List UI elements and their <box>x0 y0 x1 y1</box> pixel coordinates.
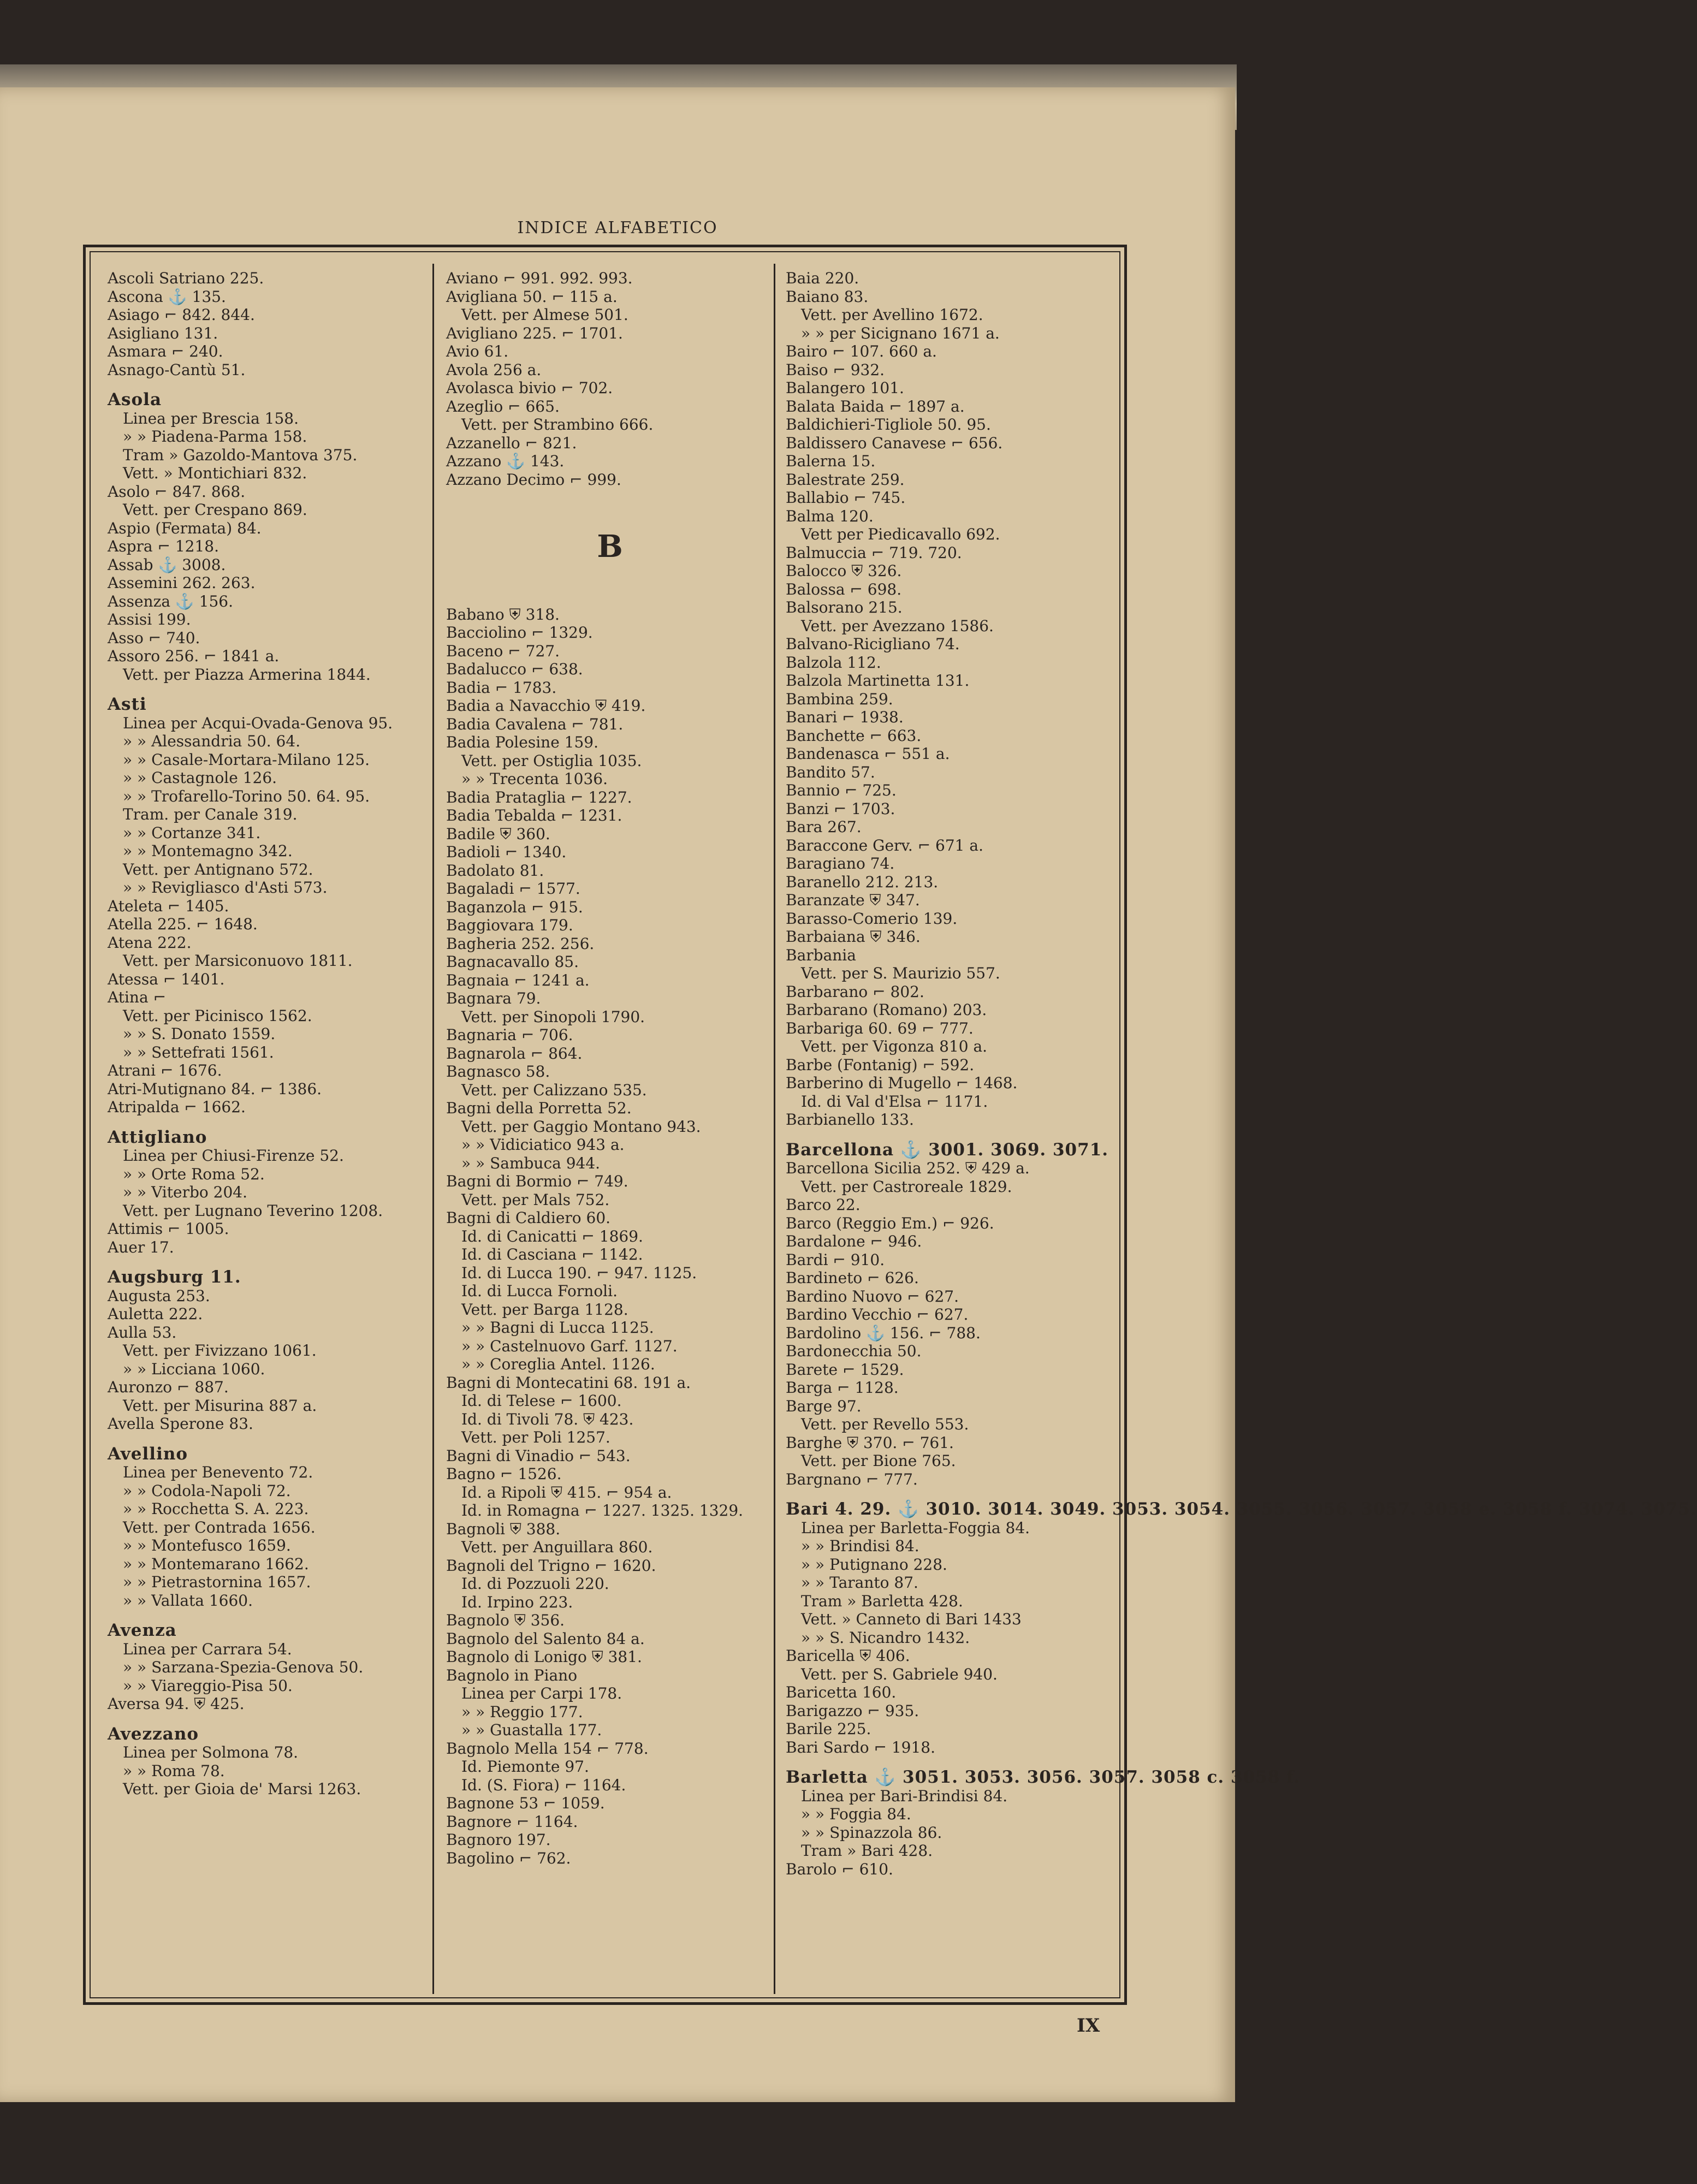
index-entry: Barigazzo ⌐ 935. <box>786 1701 919 1720</box>
index-entry: Id. di Casciana ⌐ 1142. <box>461 1245 643 1263</box>
index-entry: Bardino Nuovo ⌐ 627. <box>786 1287 959 1305</box>
index-entry: Bannio ⌐ 725. <box>786 781 897 799</box>
index-heading: Attigliano <box>108 1127 207 1147</box>
index-entry: Balvano-Ricigliano 74. <box>786 635 960 653</box>
index-entry: Id. in Romagna ⌐ 1227. 1325. 1329. <box>461 1502 744 1520</box>
index-entry: Atena 222. <box>108 933 192 952</box>
index-entry: Badolato 81. <box>446 861 544 880</box>
index-entry: Vett. per Antignano 572. <box>123 860 313 879</box>
index-entry: Auletta 222. <box>108 1305 203 1323</box>
index-entry: Vett. per Fivizzano 1061. <box>123 1342 317 1360</box>
index-entry: Balsorano 215. <box>786 598 903 616</box>
index-entry: Bardineto ⌐ 626. <box>786 1269 919 1287</box>
index-entry: » » Revigliasco d'Asti 573. <box>123 879 328 897</box>
index-entry: Barcellona Sicilia 252. ⛨ 429 a. <box>786 1159 1030 1177</box>
index-entry: Asnago-Cantù 51. <box>108 360 246 379</box>
index-entry: Bagnolo di Lonigo ⛨ 381. <box>446 1648 642 1666</box>
index-entry: Id. (S. Fiora) ⌐ 1164. <box>461 1776 626 1794</box>
index-entry: Badia Prataglia ⌐ 1227. <box>446 788 632 806</box>
index-entry: Ascona ⚓ 135. <box>108 287 226 306</box>
index-entry: Bagnacavallo 85. <box>446 953 579 971</box>
index-entry: Vett. per Revello 553. <box>801 1415 969 1433</box>
index-entry: Bardalone ⌐ 946. <box>786 1232 922 1250</box>
index-entry: Vett. per Sinopoli 1790. <box>461 1007 645 1026</box>
index-entry: Asmara ⌐ 240. <box>108 342 223 360</box>
index-entry: Baceno ⌐ 727. <box>446 642 560 660</box>
index-entry: Atri-Mutignano 84. ⌐ 1386. <box>108 1079 322 1098</box>
index-entry: Assenza ⚓ 156. <box>108 592 234 610</box>
index-entry: Bagno ⌐ 1526. <box>446 1465 562 1483</box>
index-heading: Asti <box>108 695 147 714</box>
index-entry: Vett. per Piazza Armerina 1844. <box>123 665 371 684</box>
index-entry: Bagnasco 58. <box>446 1063 550 1081</box>
index-entry: » » S. Nicandro 1432. <box>801 1628 970 1647</box>
index-entry: Vett. per Misurina 887 a. <box>123 1396 317 1415</box>
index-entry: Barbianello 133. <box>786 1111 914 1129</box>
index-entry: Azzano ⚓ 143. <box>446 452 565 470</box>
index-entry: Bagnone 53 ⌐ 1059. <box>446 1794 605 1812</box>
index-entry: Bagnaia ⌐ 1241 a. <box>446 971 590 989</box>
index-entry: Balata Baida ⌐ 1897 a. <box>786 397 965 416</box>
index-entry: Barbaiana ⛨ 346. <box>786 928 921 946</box>
index-entry: Bagnoro 197. <box>446 1831 551 1849</box>
index-entry: Bagnoli ⛨ 388. <box>446 1520 561 1538</box>
index-heading: Avellino <box>108 1444 188 1464</box>
index-entry: Balangero 101. <box>786 379 904 397</box>
index-entry: » » Coreglia Antel. 1126. <box>461 1355 655 1373</box>
index-entry: Avolasca bivio ⌐ 702. <box>446 379 613 397</box>
index-entry: Bagnara 79. <box>446 989 541 1007</box>
index-entry: Id. di Tivoli 78. ⛨ 423. <box>461 1410 634 1428</box>
index-entry: Baia 220. <box>786 269 859 287</box>
index-entry: Baricetta 160. <box>786 1683 897 1701</box>
index-entry: » » Licciana 1060. <box>123 1360 265 1378</box>
index-entry: Atrani ⌐ 1676. <box>108 1061 222 1079</box>
index-entry: Badia ⌐ 1783. <box>446 678 557 697</box>
index-entry: » » Viareggio-Pisa 50. <box>123 1676 293 1695</box>
index-entry: Azzano Decimo ⌐ 999. <box>446 470 621 489</box>
index-entry: Balocco ⛨ 326. <box>786 562 902 580</box>
index-entry: » » Alessandria 50. 64. <box>123 732 301 750</box>
index-entry: Avola 256 a. <box>446 360 542 379</box>
index-entry: Barbe (Fontanig) ⌐ 592. <box>786 1055 975 1074</box>
index-entry: Balzola 112. <box>786 653 881 672</box>
index-entry: » » Codola-Napoli 72. <box>123 1481 291 1500</box>
section-letter-b: B <box>597 529 623 565</box>
index-entry: Atripalda ⌐ 1662. <box>108 1098 246 1116</box>
index-entry: Bagnolo Mella 154 ⌐ 778. <box>446 1739 649 1758</box>
index-entry: Bairo ⌐ 107. 660 a. <box>786 342 937 360</box>
index-entry: » » Cortanze 341. <box>123 823 261 842</box>
index-column-3 <box>786 269 1697 1991</box>
index-entry: Barco 22. <box>786 1196 861 1214</box>
index-entry: Badioli ⌐ 1340. <box>446 843 567 861</box>
index-entry: Aspio (Fermata) 84. <box>108 519 262 537</box>
index-entry: Bardi ⌐ 910. <box>786 1250 885 1269</box>
index-entry: Bagheria 252. 256. <box>446 934 595 953</box>
index-heading: Asola <box>108 390 162 410</box>
index-entry: » » Sambuca 944. <box>461 1154 601 1172</box>
index-entry: Asolo ⌐ 847. 868. <box>108 482 246 501</box>
index-entry: Baldissero Canavese ⌐ 656. <box>786 434 1003 452</box>
page-number: IX <box>1077 2015 1100 2037</box>
index-entry: Barbania <box>786 946 856 964</box>
index-entry: Vett. per Vigonza 810 a. <box>801 1037 988 1055</box>
index-entry: Bagni di Caldiero 60. <box>446 1209 611 1227</box>
index-entry: Bagni di Montecatini 68. 191 a. <box>446 1373 691 1392</box>
index-entry: Barbarano ⌐ 802. <box>786 982 924 1001</box>
index-entry: » » Settefrati 1561. <box>123 1043 274 1061</box>
index-entry: » » Guastalla 177. <box>461 1721 602 1739</box>
index-entry: » » Brindisi 84. <box>801 1537 919 1555</box>
index-entry: Banari ⌐ 1938. <box>786 708 904 726</box>
index-entry: Atella 225. ⌐ 1648. <box>108 915 258 933</box>
index-entry: » » Bagni di Lucca 1125. <box>461 1319 654 1337</box>
index-entry: Vett. per Almese 501. <box>461 306 628 324</box>
index-entry: Vett. per S. Maurizio 557. <box>801 964 1000 982</box>
index-entry: Avigliano 225. ⌐ 1701. <box>446 324 623 342</box>
index-entry: Baricella ⛨ 406. <box>786 1647 910 1665</box>
index-entry: Badile ⛨ 360. <box>446 824 550 843</box>
index-entry: Barbarano (Romano) 203. <box>786 1001 987 1019</box>
index-entry: Tram. per Canale 319. <box>123 805 298 823</box>
index-entry: » » Montemarano 1662. <box>123 1554 309 1573</box>
index-entry: » » Vallata 1660. <box>123 1591 253 1610</box>
index-entry: » » Trofarello-Torino 50. 64. 95. <box>123 787 370 805</box>
index-entry: Bagaladi ⌐ 1577. <box>446 880 580 898</box>
index-entry: Bagni della Porretta 52. <box>446 1099 632 1117</box>
index-entry: » » Piadena-Parma 158. <box>123 428 307 446</box>
index-entry: Vett. per Picinisco 1562. <box>123 1006 312 1025</box>
index-entry: Bagnolo ⛨ 356. <box>446 1611 565 1629</box>
index-entry: Tram » Bari 428. <box>801 1842 933 1860</box>
index-entry: » » Sarzana-Spezia-Genova 50. <box>123 1658 364 1676</box>
index-heading: Barcellona ⚓ 3001. 3069. 3071. <box>786 1140 1109 1160</box>
index-entry: Baranzate ⛨ 347. <box>786 891 920 909</box>
index-entry: » » Roma 78. <box>123 1761 225 1780</box>
index-entry: Barete ⌐ 1529. <box>786 1360 904 1379</box>
index-entry: Bagnaria ⌐ 706. <box>446 1026 573 1044</box>
index-entry: Balmuccia ⌐ 719. 720. <box>786 543 962 562</box>
index-entry: » » Pietrastornina 1657. <box>123 1573 311 1591</box>
index-entry: Barile 225. <box>786 1720 871 1738</box>
index-entry: Attimis ⌐ 1005. <box>108 1220 229 1238</box>
index-entry: Vett. per Marsiconuovo 1811. <box>123 952 353 970</box>
index-entry: Badia Polesine 159. <box>446 733 599 751</box>
index-entry: » » Casale-Mortara-Milano 125. <box>123 750 370 769</box>
index-entry: Auer 17. <box>108 1238 174 1256</box>
index-entry: Ascoli Satriano 225. <box>108 269 264 287</box>
index-entry: Vett. per S. Gabriele 940. <box>801 1665 998 1683</box>
index-entry: Linea per Carpi 178. <box>461 1684 622 1702</box>
index-entry: » » Trecenta 1036. <box>461 770 608 788</box>
index-entry: Id. di Pozzuoli 220. <box>461 1575 609 1593</box>
index-entry: Atessa ⌐ 1401. <box>108 970 225 988</box>
index-entry: Azeglio ⌐ 665. <box>446 397 560 416</box>
index-heading: Avenza <box>108 1621 177 1640</box>
index-entry: Vett. per Gioia de' Marsi 1263. <box>123 1780 361 1798</box>
index-entry: Baiano 83. <box>786 287 869 306</box>
index-entry: Avigliana 50. ⌐ 115 a. <box>446 287 618 306</box>
index-entry: Bardolino ⚓ 156. ⌐ 788. <box>786 1324 981 1342</box>
index-entry: Tram » Barletta 428. <box>801 1592 963 1610</box>
index-entry: » » Montefusco 1659. <box>123 1536 291 1554</box>
index-entry: Id. di Val d'Elsa ⌐ 1171. <box>801 1092 988 1111</box>
index-entry: Bacciolino ⌐ 1329. <box>446 624 593 642</box>
index-entry: Linea per Chiusi-Firenze 52. <box>123 1147 344 1165</box>
index-entry: Vett. per Contrada 1656. <box>123 1518 316 1536</box>
index-entry: Vett per Piedicavallo 692. <box>801 525 1000 543</box>
index-entry: Avio 61. <box>446 342 509 360</box>
index-entry: Id. di Lucca 190. ⌐ 947. 1125. <box>461 1263 697 1282</box>
page-header: INDICE ALFABETICO <box>517 218 718 238</box>
index-entry: Bagnolo del Salento 84 a. <box>446 1629 645 1648</box>
index-entry: Baiso ⌐ 932. <box>786 360 885 379</box>
index-entry: Barco (Reggio Em.) ⌐ 926. <box>786 1214 994 1232</box>
index-entry: Avella Sperone 83. <box>108 1415 253 1433</box>
index-entry: Tram » Gazoldo-Mantova 375. <box>123 446 358 464</box>
index-entry: Asso ⌐ 740. <box>108 628 200 647</box>
index-entry: Balma 120. <box>786 507 874 525</box>
index-entry: Baggiovara 179. <box>446 916 573 934</box>
index-entry: Barolo ⌐ 610. <box>786 1860 893 1878</box>
index-entry: Aulla 53. <box>108 1323 177 1342</box>
index-entry: » » Reggio 177. <box>461 1702 583 1721</box>
index-entry: Vett. per Ostiglia 1035. <box>461 751 642 770</box>
index-entry: Augusta 253. <box>108 1286 210 1305</box>
index-entry: » » Putignano 228. <box>801 1555 947 1574</box>
index-entry: Linea per Benevento 72. <box>123 1463 313 1481</box>
index-entry: » » per Sicignano 1671 a. <box>801 324 1000 342</box>
index-entry: Bambina 259. <box>786 690 893 708</box>
index-entry: Vett. per Crespano 869. <box>123 501 307 519</box>
index-entry: Barge 97. <box>786 1397 862 1415</box>
index-entry: Bagni di Vinadio ⌐ 543. <box>446 1446 631 1465</box>
index-entry: » » Taranto 87. <box>801 1574 918 1592</box>
index-entry: Bagnore ⌐ 1164. <box>446 1812 578 1831</box>
index-entry: Id. Irpino 223. <box>461 1593 573 1611</box>
index-entry: Asigliano 131. <box>108 324 218 342</box>
index-entry: Vett. per Anguillara 860. <box>461 1538 653 1556</box>
index-entry: Badia a Navacchio ⛨ 419. <box>446 697 646 715</box>
index-frame <box>83 245 1697 2005</box>
index-entry: Babano ⛨ 318. <box>446 605 560 624</box>
index-entry: » » Castagnole 126. <box>123 769 277 787</box>
index-entry: Id. di Lucca Fornoli. <box>461 1282 618 1300</box>
index-entry: Badalucco ⌐ 638. <box>446 660 583 678</box>
index-entry: Banzi ⌐ 1703. <box>786 799 895 818</box>
index-entry: Barghe ⛨ 370. ⌐ 761. <box>786 1433 954 1452</box>
index-entry: Auronzo ⌐ 887. <box>108 1378 229 1396</box>
index-entry: Linea per Carrara 54. <box>123 1640 292 1658</box>
index-entry: » » Montemagno 342. <box>123 842 293 860</box>
index-entry: Bardino Vecchio ⌐ 627. <box>786 1305 969 1324</box>
index-entry: Barasso-Comerio 139. <box>786 909 958 928</box>
index-entry: » » Rocchetta S. A. 223. <box>123 1500 309 1518</box>
index-entry: Vett. » Montichiari 832. <box>123 464 307 482</box>
index-entry: Barga ⌐ 1128. <box>786 1379 899 1397</box>
index-entry: Id. di Canicatti ⌐ 1869. <box>461 1227 643 1245</box>
index-entry: Ateleta ⌐ 1405. <box>108 897 229 915</box>
index-entry: Vett. per Bione 765. <box>801 1452 956 1470</box>
index-entry: » » Castelnuovo Garf. 1127. <box>461 1337 678 1355</box>
index-entry: » » Viterbo 204. <box>123 1183 247 1201</box>
index-heading: Avezzano <box>108 1724 199 1744</box>
index-entry: Linea per Brescia 158. <box>123 409 299 428</box>
index-entry: Aversa 94. ⛨ 425. <box>108 1695 245 1713</box>
index-heading: Barletta ⚓ 3051. 3053. 3056. 3057. 3058 c. 3058 f. <box>786 1767 1301 1787</box>
index-entry: Linea per Bari-Brindisi 84. <box>801 1787 1008 1805</box>
index-entry: Bara 267. <box>786 818 862 836</box>
index-entry: Ballabio ⌐ 745. <box>786 489 906 507</box>
index-entry: Baganzola ⌐ 915. <box>446 898 583 916</box>
index-entry: Vett. per Poli 1257. <box>461 1428 610 1446</box>
index-entry: Balestrate 259. <box>786 470 905 489</box>
index-column-2 <box>446 269 774 1991</box>
index-entry: Linea per Acqui-Ovada-Genova 95. <box>123 714 393 732</box>
index-entry: Badia Cavalena ⌐ 781. <box>446 715 624 733</box>
index-entry: Bandenasca ⌐ 551 a. <box>786 745 950 763</box>
index-entry: Vett. per Castroreale 1829. <box>801 1177 1012 1196</box>
index-entry: Assemini 262. 263. <box>108 574 256 592</box>
index-entry: Vett. » Canneto di Bari 1433 <box>801 1610 1022 1628</box>
index-entry: Bagni di Bormio ⌐ 749. <box>446 1172 628 1190</box>
index-entry: Id. a Ripoli ⛨ 415. ⌐ 954 a. <box>461 1483 672 1502</box>
index-entry: Vett. per Calizzano 535. <box>461 1081 647 1099</box>
index-entry: Banchette ⌐ 663. <box>786 726 922 745</box>
index-entry: Balzola Martinetta 131. <box>786 672 970 690</box>
index-entry: Barbariga 60. 69 ⌐ 777. <box>786 1019 974 1037</box>
index-entry: Baranello 212. 213. <box>786 873 939 891</box>
index-entry: Aviano ⌐ 991. 992. 993. <box>446 269 633 287</box>
index-column-1 <box>108 269 435 1991</box>
index-entry: Bagolino ⌐ 762. <box>446 1849 571 1867</box>
index-entry: Vett. per Barga 1128. <box>461 1300 628 1319</box>
index-entry: » » Vidiciatico 943 a. <box>461 1136 625 1154</box>
index-entry: Vett. per Avellino 1672. <box>801 306 983 324</box>
index-entry: Bagnolo in Piano <box>446 1666 578 1684</box>
index-heading: Augsburg 11. <box>108 1267 241 1287</box>
index-entry: Vett. per Avezzano 1586. <box>801 616 994 635</box>
index-entry: Id. di Telese ⌐ 1600. <box>461 1392 622 1410</box>
index-entry: Badia Tebalda ⌐ 1231. <box>446 806 622 824</box>
index-entry: Assab ⚓ 3008. <box>108 555 226 574</box>
index-entry: Bari Sardo ⌐ 1918. <box>786 1738 935 1756</box>
index-entry: Baldichieri-Tigliole 50. 95. <box>786 416 991 434</box>
column-divider <box>774 264 775 1994</box>
index-entry: Barberino di Mugello ⌐ 1468. <box>786 1074 1018 1092</box>
index-entry: Vett. per Strambino 666. <box>461 416 654 434</box>
index-entry: Balossa ⌐ 698. <box>786 580 902 598</box>
index-entry: Baraccone Gerv. ⌐ 671 a. <box>786 836 983 854</box>
index-entry: Linea per Barletta-Foggia 84. <box>801 1518 1030 1537</box>
index-entry: » » Spinazzola 86. <box>801 1823 942 1842</box>
index-entry: Vett. per Mals 752. <box>461 1190 610 1209</box>
index-entry: Azzanello ⌐ 821. <box>446 434 577 452</box>
index-entry: Id. Piemonte 97. <box>461 1758 589 1776</box>
index-entry: Assisi 199. <box>108 610 191 628</box>
index-entry: Vett. per Lugnano Teverino 1208. <box>123 1201 383 1220</box>
index-entry: Bagnoli del Trigno ⌐ 1620. <box>446 1556 656 1575</box>
index-entry: Linea per Solmona 78. <box>123 1743 299 1761</box>
index-entry: Baragiano 74. <box>786 854 895 873</box>
index-entry: » » S. Donato 1559. <box>123 1025 276 1043</box>
index-entry: Vett. per Gaggio Montano 943. <box>461 1117 701 1136</box>
index-entry: Bagnarola ⌐ 864. <box>446 1044 583 1063</box>
index-heading: Bari 4. 29. ⚓ 3010. 3014. 3049. 3053. 3054. 3055. 3056. 3057. 3058 e. 3058 f. 3074. 3075. <box>786 1499 1697 1519</box>
index-entry: Bardonecchia 50. <box>786 1342 922 1360</box>
index-entry: Bandito 57. <box>786 763 875 781</box>
index-entry: Atina ⌐ <box>108 988 167 1006</box>
index-entry: » » Foggia 84. <box>801 1805 911 1823</box>
index-entry: Assoro 256. ⌐ 1841 a. <box>108 647 280 665</box>
index-entry: Asiago ⌐ 842. 844. <box>108 306 255 324</box>
index-entry: » » Orte Roma 52. <box>123 1165 265 1183</box>
index-entry: Bargnano ⌐ 777. <box>786 1470 918 1488</box>
index-entry: Aspra ⌐ 1218. <box>108 537 219 555</box>
index-entry: Balerna 15. <box>786 452 876 470</box>
